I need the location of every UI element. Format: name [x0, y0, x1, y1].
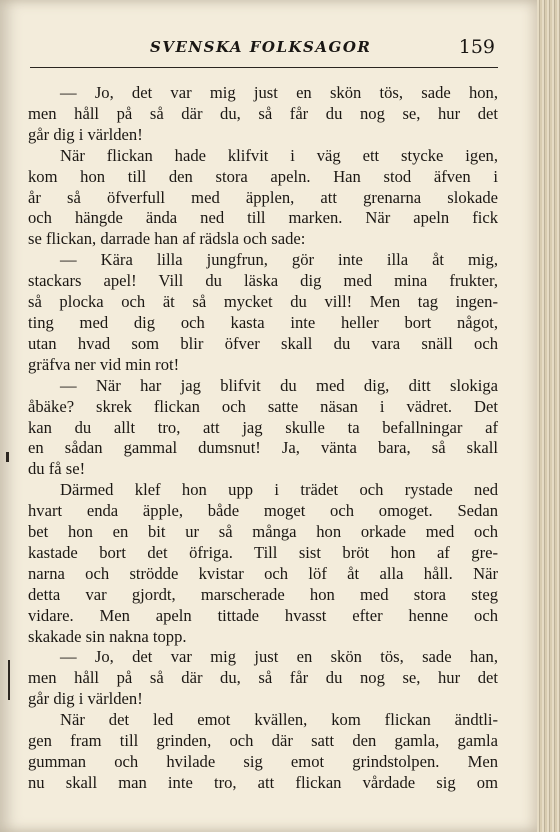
margin-mark	[6, 452, 9, 462]
text-line: skakade sin nakna topp.	[28, 626, 187, 646]
text-line: utan hvad som blir öfver skall du vara snäll och	[28, 333, 498, 353]
page-header	[30, 36, 495, 60]
text-line: men håll på så där du, så får du nog se, hur det	[28, 103, 498, 123]
text-line: Därmed klef hon upp i trädet och rystade ned	[60, 480, 498, 500]
text-line: gräfva ner vid min rot!	[28, 354, 180, 374]
text-line: — Jo, det var mig just en skön tös, sade hon,	[60, 83, 498, 102]
page-edges	[537, 0, 560, 832]
text-line: När flickan hade klifvit i väg ett stycke igen,	[60, 145, 498, 165]
text-line: se flickan, darrade han af rädsla och sade:	[28, 229, 306, 249]
text-line: gen fram till grinden, och där satt den gamla, gamla	[28, 731, 498, 751]
text-line: en sådan gammal dumsnut! Ja, vänta bara, så skall	[28, 438, 498, 458]
body-text	[28, 83, 498, 794]
margin-mark	[8, 660, 10, 700]
text-line: kan du allt tro, att jag skulle ta befallningar af	[28, 417, 498, 437]
text-line: stackars apel! Vill du läska dig med mina frukter,	[28, 271, 498, 291]
text-line: ting med dig och kasta inte heller bort något,	[28, 312, 498, 332]
text-line: går dig i världen!	[28, 124, 143, 144]
text-line: — Jo, det var mig just en skön tös, sade han,	[60, 647, 498, 667]
running-title: SVENSKA FOLKSAGOR	[150, 38, 372, 56]
header-rule	[30, 67, 498, 68]
text-line: — Kära lilla jungfrun, gör inte illa åt mig,	[60, 250, 498, 270]
text-line: kom hon till den stora apeln. Han stod äfven i	[28, 166, 498, 186]
text-line: år så öfverfull med äpplen, att grenarna slokade	[28, 187, 498, 207]
text-line: åbäke? skrek flickan och satte näsan i vädret. Det	[28, 396, 498, 416]
text-line: och hängde ända ned till marken. När apeln fick	[28, 208, 498, 228]
text-line: — När har jag blifvit du med dig, ditt slokiga	[60, 375, 498, 395]
text-line: nu skall man inte tro, att flickan vårdade sig om	[28, 772, 498, 792]
text-line: vidare. Men apeln tittade hvasst efter henne och	[28, 605, 498, 625]
text-line: du få se!	[28, 459, 86, 479]
text-line: När det led emot kvällen, kom flickan ändtli-	[60, 710, 498, 730]
page-number: 159	[458, 36, 495, 58]
text-line: går dig i världen!	[28, 689, 143, 709]
text-line: hvart enda äpple, både moget och omoget. Sedan	[28, 501, 498, 521]
text-line: bet hon en bit ur så många hon orkade med och	[28, 522, 498, 542]
text-line: detta var gjordt, marscherade hon med stora steg	[28, 584, 498, 604]
text-line: så plocka och ät så mycket du vill! Men tag ingen-	[28, 292, 498, 312]
text-line: gumman och hvilade sig emot grindstolpen. Men	[28, 752, 498, 771]
text-line: men håll på så där du, så får du nog se, hur det	[28, 668, 498, 688]
text-line: narna och strödde kvistar och löf åt alla håll. När	[28, 563, 498, 583]
text-line: kastade bort det öfriga. Till sist bröt hon af gre-	[28, 542, 498, 562]
